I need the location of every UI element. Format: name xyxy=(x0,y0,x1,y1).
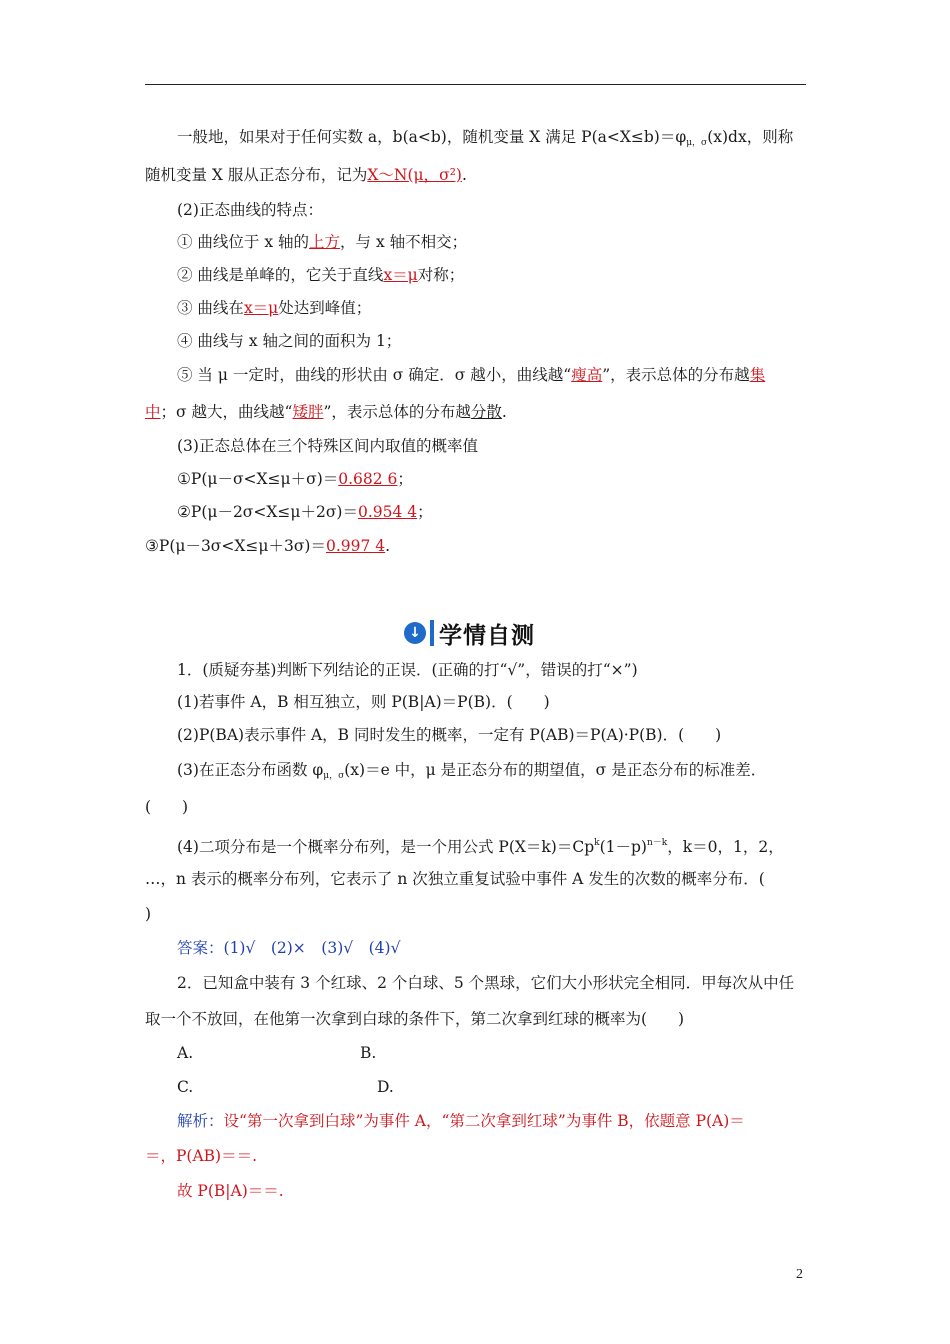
feature-3: ③ 曲线在x＝μ处达到峰值； xyxy=(177,299,372,317)
answer-blank: x＝μ xyxy=(383,266,418,284)
answer-blank: 上方 xyxy=(309,233,341,251)
superscript: k xyxy=(594,838,600,848)
feature-2: ② 曲线是单峰的，它关于直线x＝μ对称； xyxy=(177,266,465,284)
heading-title: 学情自测 xyxy=(439,622,535,649)
subscript: μ，σ xyxy=(686,138,708,148)
question-1-item-4-end: ) xyxy=(145,905,152,923)
down-arrow-icon: ↓ xyxy=(404,622,426,644)
section-2-title: (2)正态曲线的特点： xyxy=(177,201,323,219)
answer-blank: 0.954 4 xyxy=(357,503,418,521)
answer-blank: x＝μ xyxy=(243,299,279,317)
answer-blank: 矮胖 xyxy=(292,403,324,421)
feature-1: ① 曲线位于 x 轴的上方，与 x 轴不相交； xyxy=(177,233,468,251)
answer-blank: 中 xyxy=(145,403,161,421)
text: (x)dx，则称 xyxy=(707,128,794,146)
analysis-text: 设“第一次拿到白球”为事件 A，“第二次拿到红球”为事件 B，依题意 P(A)＝ xyxy=(223,1112,745,1130)
superscript: n－k xyxy=(646,838,668,848)
section-3-title: (3)正态总体在三个特殊区间内取值的概率值 xyxy=(177,437,478,455)
header-rule xyxy=(145,84,806,85)
question-1-item-3: (3)在正态分布函数 $\varphi_{\mu,\sigma}(x)=e$ 中，μ 是正态分布的期望值，σ 是正态分布的标准差． xyxy=(177,761,767,781)
answer-blank: 集 xyxy=(749,366,766,384)
question-2-stem-2: 取一个不放回，在他第一次拿到白球的条件下，第二次拿到红球的概率为( ) xyxy=(145,1010,685,1028)
analysis-label: 解析： xyxy=(177,1112,224,1130)
definition-line-1 xyxy=(177,127,793,153)
option-b: B. xyxy=(360,1044,377,1062)
prob-3: ③P(μ－3σ<X≤μ＋3σ)＝0.997 4. xyxy=(145,537,391,555)
prob-2: ②P(μ－2σ<X≤μ＋2σ)＝0.954 4； xyxy=(177,503,433,521)
answer-blank: 0.997 4 xyxy=(325,537,386,555)
prob-1: ①P(μ－σ<X≤μ＋σ)＝0.682 6； xyxy=(177,470,413,488)
feature-5-cont: 中；σ 越大，曲线越“矮胖”，表示总体的分布越分散. xyxy=(145,403,507,421)
option-c: C. xyxy=(177,1078,194,1096)
answer-blank: 0.682 6 xyxy=(338,470,398,488)
answer-label: 答案： xyxy=(177,939,224,957)
feature-4: ④ 曲线与 x 轴之间的面积为 1； xyxy=(177,332,402,350)
answer-blank: X～N(μ，σ²) xyxy=(367,166,462,184)
question-1-item-3-blank: ( ) xyxy=(145,798,189,816)
analysis-line-2: ＝，P(AB)＝＝. xyxy=(145,1147,258,1165)
feature-5: ⑤ 当 μ 一定时，曲线的形状由 σ 确定．σ 越小，曲线越“瘦高”，表示总体的分布越集 xyxy=(177,366,766,384)
question-1-item-2: (2)P(BA)表示事件 A，B 同时发生的概率，一定有 P(AB)＝P(A)·P(B)．( ) xyxy=(177,726,722,744)
section-heading xyxy=(404,617,535,649)
page-number: 2 xyxy=(796,1267,803,1282)
answer-text: (1)√ (2)× (3)√ (4)√ xyxy=(223,939,401,957)
answer-blank: 分散 xyxy=(470,403,502,421)
option-a: A. xyxy=(177,1044,194,1062)
question-1-answer xyxy=(177,938,400,958)
option-d: D. xyxy=(377,1078,394,1096)
question-1-item-4-cont: …，n 表示的概率分布列，它表示了 n 次独立重复试验中事件 A 发生的次数的概率分布．( xyxy=(145,870,765,888)
answer-blank: 瘦高 xyxy=(571,366,603,384)
analysis-line-3: 故 P(B|A)＝＝. xyxy=(177,1182,284,1200)
text: 一般地，如果对于任何实数 a，b(a<b)，随机变量 X 满足 P(a<X≤b)＝φ xyxy=(177,128,687,146)
question-2-stem-1: 2．已知盒中装有 3 个红球、2 个白球、5 个黑球，它们大小形状完全相同．甲每次从中任 xyxy=(177,974,795,992)
text: 随机变量 X 服从正态分布，记为 xyxy=(145,166,368,184)
definition-line-2 xyxy=(145,165,467,185)
heading-divider xyxy=(430,620,434,646)
question-1-stem: 1．(质疑夯基)判断下列结论的正误．(正确的打“√”，错误的打“×”) xyxy=(177,661,638,679)
question-1-item-1: (1)若事件 A，B 相互独立，则 P(B|A)＝P(B)．( ) xyxy=(177,693,550,711)
text: . xyxy=(461,166,467,184)
analysis-line-1 xyxy=(177,1111,745,1131)
question-1-item-4: (4)二项分布是一个概率分布列，是一个用公式 $P(X=k)=Cp^k(1-p)^{n-k}$，k＝0，1，2， xyxy=(177,838,784,856)
subscript: μ，σ xyxy=(323,771,345,781)
